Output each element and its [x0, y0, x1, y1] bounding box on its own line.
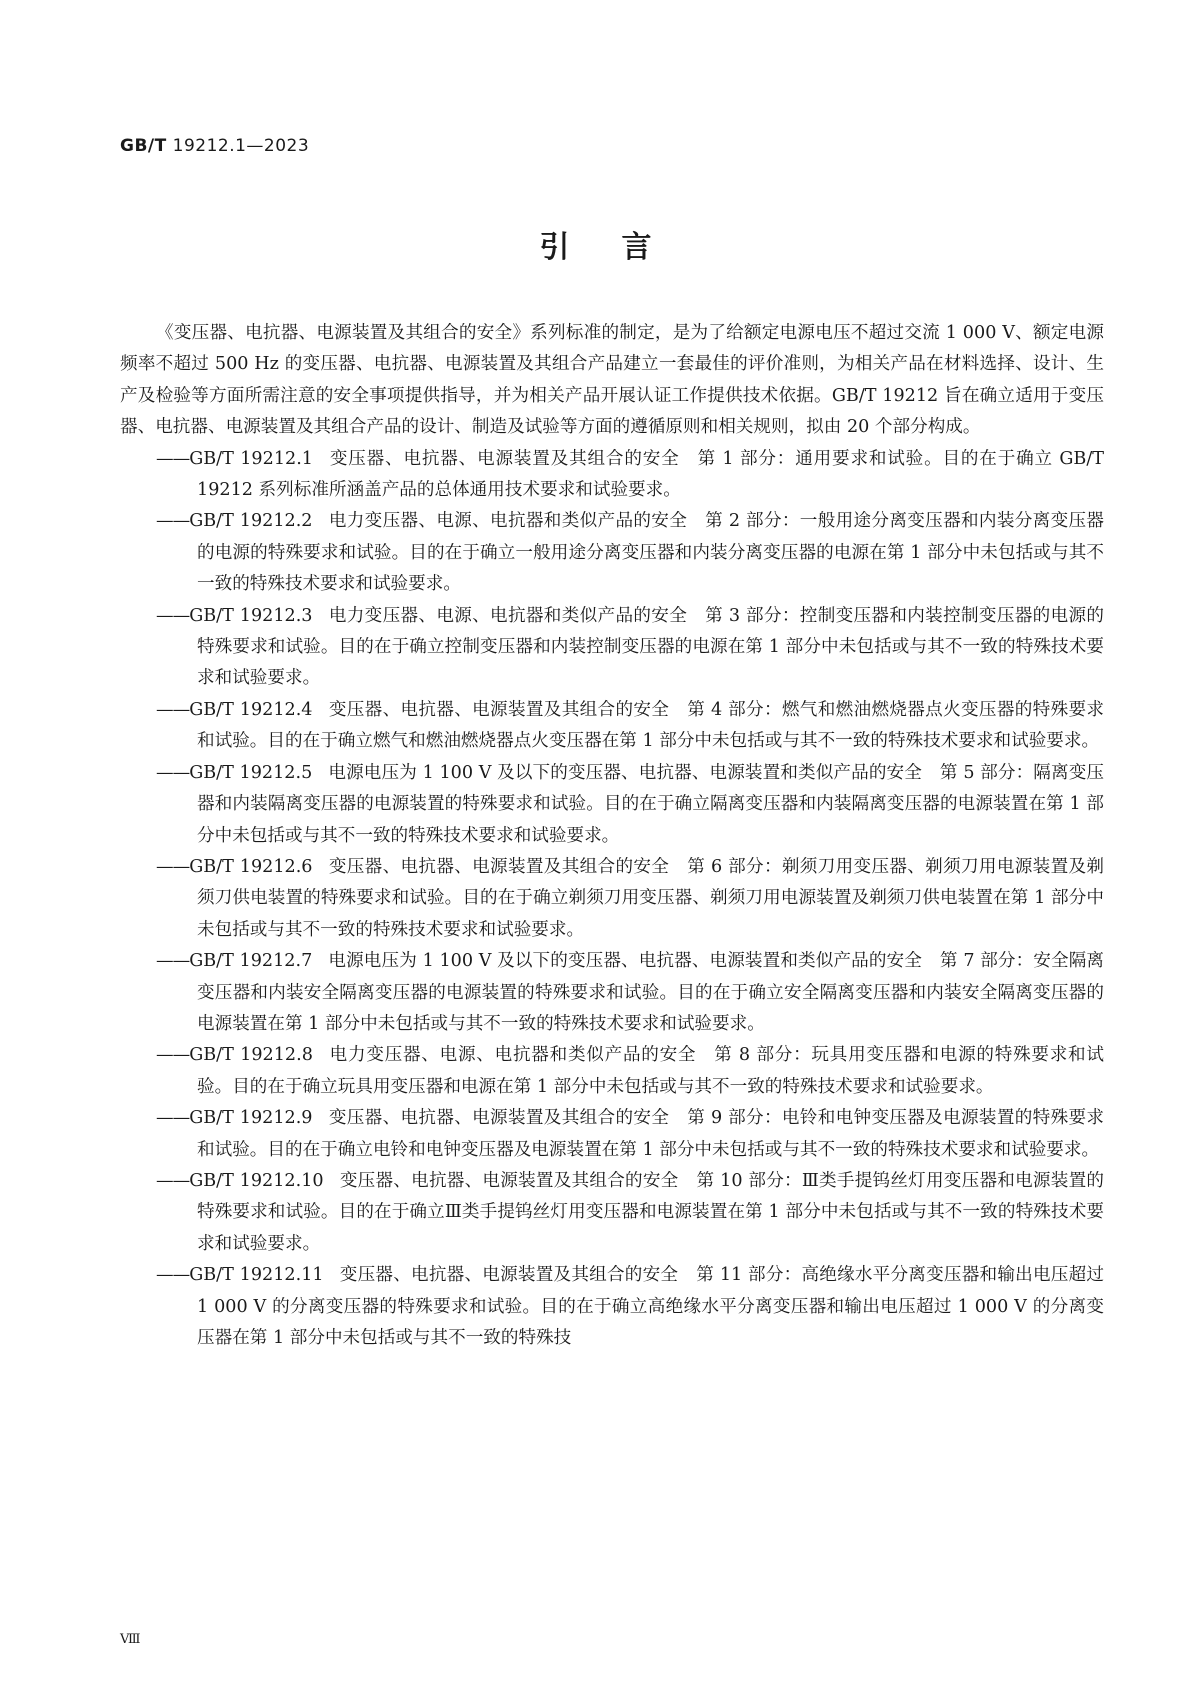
part-code: GB/T 19212.4: [189, 699, 313, 720]
list-item: [120, 601, 1104, 695]
standard-prefix: GB/T: [120, 136, 167, 156]
dash-marker: ——: [156, 511, 190, 532]
part-description: 第 5 部分：隔离变压器和内装隔离变压器的电源装置的特殊要求和试验。目的在于确立隔离变压器和内装隔离变压器的电源装置在第 1 部分中未包括或与其不一致的特殊技术要求和试验要求。: [197, 762, 1104, 846]
dash-marker: ——: [156, 856, 190, 877]
part-code: GB/T 19212.8: [189, 1045, 313, 1066]
part-code: GB/T 19212.1: [189, 448, 313, 469]
part-description: 第 10 部分：Ⅲ类手提钨丝灯用变压器和电源装置的特殊要求和试验。目的在于确立Ⅲ类手提钨丝灯用变压器和电源装置在第 1 部分中未包括或与其不一致的特殊技术要求和试验要求。: [197, 1170, 1105, 1254]
part-title: 电源电压为 1 100 V 及以下的变压器、电抗器、电源装置和类似产品的安全: [328, 762, 922, 783]
part-title: 电力变压器、电源、电抗器和类似产品的安全: [328, 511, 688, 532]
dash-marker: ——: [156, 951, 190, 972]
part-title: 变压器、电抗器、电源装置及其组合的安全: [328, 856, 670, 877]
list-item: [120, 758, 1104, 852]
list-item: [120, 506, 1104, 600]
document-body: [120, 318, 1104, 1354]
part-description: 第 11 部分：高绝缘水平分离变压器和输出电压超过 1 000 V 的分离变压器的特殊要求和试验。目的在于确立高绝缘水平分离变压器和输出电压超过 1 000 V 的分离变压器在第 1 部分中未包括或与其不一致的特殊技: [197, 1265, 1104, 1348]
part-description: 第 7 部分：安全隔离变压器和内装安全隔离变压器的电源装置的特殊要求和试验。目的在于确立安全隔离变压器和内装安全隔离变压器的电源装置在第 1 部分中未包括或与其不一致的特殊技术要求和试验要求。: [197, 951, 1104, 1034]
list-item: [120, 1260, 1104, 1354]
document-header: [120, 136, 309, 156]
list-item: [120, 1103, 1104, 1166]
part-title: 电力变压器、电源、电抗器和类似产品的安全: [328, 1045, 697, 1066]
list-item: [120, 1166, 1104, 1260]
part-title: 变压器、电抗器、电源装置及其组合的安全: [329, 448, 680, 469]
part-title: 变压器、电抗器、电源装置及其组合的安全: [328, 699, 670, 720]
part-description: 第 3 部分：控制变压器和内装控制变压器的电源的特殊要求和试验。目的在于确立控制变压器和内装控制变压器的电源在第 1 部分中未包括或与其不一致的特殊技术要求和试验要求。: [197, 605, 1104, 689]
part-code: GB/T 19212.11: [189, 1265, 324, 1286]
page-number: Ⅷ: [120, 1632, 141, 1647]
part-description: 第 2 部分：一般用途分离变压器和内装分离变压器的电源的特殊要求和试验。目的在于确立一般用途分离变压器和内装分离变压器的电源在第 1 部分中未包括或与其不一致的特殊技术要求和试验要求。: [197, 511, 1104, 595]
dash-marker: ——: [156, 605, 190, 626]
dash-marker: ——: [156, 1265, 190, 1286]
list-item: [120, 852, 1104, 946]
part-code: GB/T 19212.2: [189, 511, 313, 532]
part-code: GB/T 19212.9: [189, 1108, 313, 1129]
part-title: 变压器、电抗器、电源装置及其组合的安全: [339, 1265, 679, 1286]
part-code: GB/T 19212.6: [189, 856, 313, 877]
page-title: 引言: [539, 230, 704, 265]
dash-marker: ——: [156, 1108, 190, 1129]
part-description: 第 8 部分：玩具用变压器和电源的特殊要求和试验。目的在于确立玩具用变压器和电源在第 1 部分中未包括或与其不一致的特殊技术要求和试验要求。: [197, 1045, 1104, 1097]
part-title: 电源电压为 1 100 V 及以下的变压器、电抗器、电源装置和类似产品的安全: [328, 951, 922, 972]
part-description: 第 4 部分：燃气和燃油燃烧器点火变压器的特殊要求和试验。目的在于确立燃气和燃油燃烧器点火变压器在第 1 部分中未包括或与其不一致的特殊技术要求和试验要求。: [197, 699, 1104, 752]
part-code: GB/T 19212.7: [189, 951, 313, 972]
list-item: [120, 946, 1104, 1040]
dash-marker: ——: [156, 1170, 190, 1191]
part-code: GB/T 19212.5: [189, 762, 313, 783]
dash-marker: ——: [156, 448, 190, 469]
part-code: GB/T 19212.3: [189, 605, 313, 626]
intro-paragraph: 《变压器、电抗器、电源装置及其组合的安全》系列标准的制定，是为了给额定电源电压不超过交流 1 000 V、额定电源频率不超过 500 Hz 的变压器、电抗器、电源装置及其组合产品建立一套最佳的评价准则，为相关产品在材料选择、设计、生产及检验等方面所需注意的安全事项提供指导，并为相关产品开展认证工作提供技术依据。GB/T 19212 旨在确立适用于变压器、电抗器、电源装置及其组合产品的设计、制造及试验等方面的遵循原则和相关规则，拟由 20 个部分构成。: [120, 323, 1104, 438]
part-description: 第 1 部分：通用要求和试验。目的在于确立 GB/T 19212 系列标准所涵盖产品的总体通用技术要求和试验要求。: [197, 448, 1104, 501]
part-list: [120, 444, 1104, 1355]
part-title: 变压器、电抗器、电源装置及其组合的安全: [328, 1108, 670, 1129]
list-item: [120, 444, 1104, 507]
dash-marker: ——: [156, 1045, 190, 1066]
part-description: 第 9 部分：电铃和电钟变压器及电源装置的特殊要求和试验。目的在于确立电铃和电钟变压器及电源装置在第 1 部分中未包括或与其不一致的特殊技术要求和试验要求。: [197, 1108, 1104, 1160]
part-title: 变压器、电抗器、电源装置及其组合的安全: [339, 1170, 679, 1191]
part-title: 电力变压器、电源、电抗器和类似产品的安全: [328, 605, 688, 626]
dash-marker: ——: [156, 699, 190, 720]
dash-marker: ——: [156, 762, 190, 783]
part-description: 第 6 部分：剃须刀用变压器、剃须刀用电源装置及剃须刀供电装置的特殊要求和试验。目的在于确立剃须刀用变压器、剃须刀用电源装置及剃须刀供电装置在第 1 部分中未包括或与其不一致的特殊技术要求和试验要求。: [197, 856, 1104, 940]
part-code: GB/T 19212.10: [189, 1170, 324, 1191]
standard-number: 19212.1—2023: [172, 136, 310, 156]
list-item: [120, 1040, 1104, 1103]
list-item: [120, 695, 1104, 758]
